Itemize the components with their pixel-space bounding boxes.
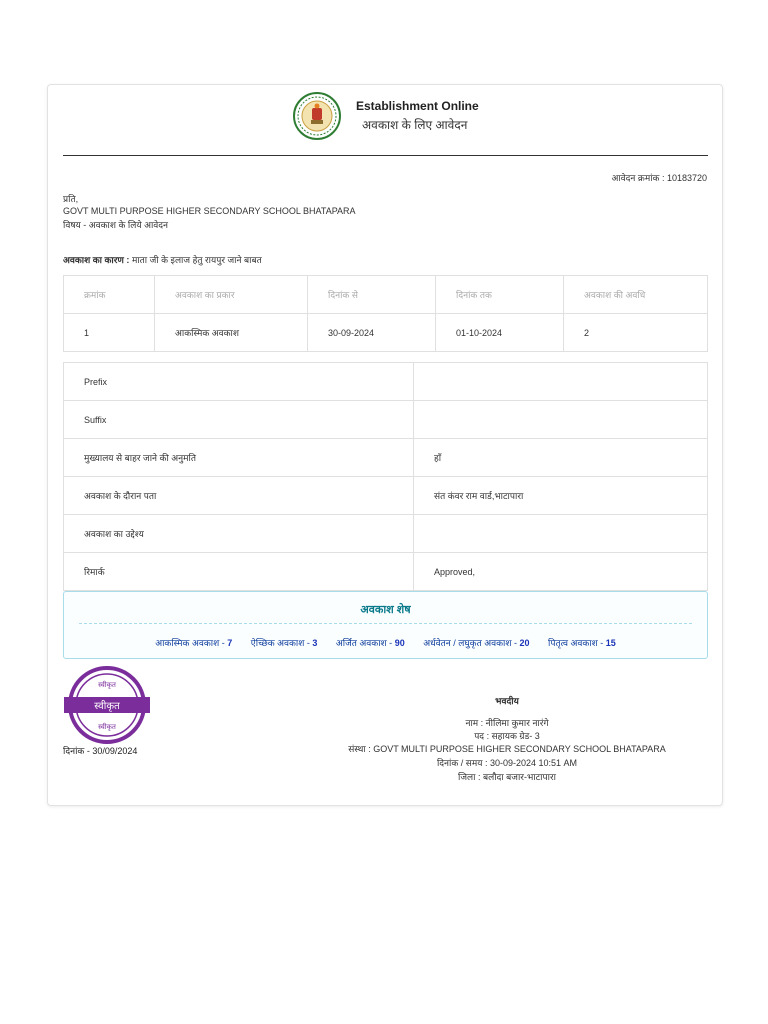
- state-emblem-logo: [293, 92, 341, 140]
- balance-item: [155, 638, 232, 648]
- balance-value: 90: [394, 638, 405, 648]
- signature-institution: संस्था : GOVT MULTI PURPOSE HIGHER SECONDARY SCHOOL BHATAPARA: [348, 744, 666, 754]
- table-row: [64, 477, 708, 515]
- detail-label: मुख्यालय से बाहर जाने की अनुमति: [64, 439, 414, 477]
- table-row: [64, 515, 708, 553]
- stamp-bottom-text: स्वीकृत: [98, 723, 116, 731]
- detail-label: अवकाश के दौरान पता: [64, 477, 414, 515]
- signature-closing: भवदीय: [495, 696, 519, 706]
- balance-value: 15: [605, 638, 616, 648]
- leave-balance-title: अवकाश शेष: [360, 604, 411, 616]
- balance-item: [336, 638, 405, 648]
- header-divider: [63, 155, 708, 156]
- detail-value: [414, 515, 708, 553]
- leave-table: [63, 275, 708, 352]
- col-date-from: दिनांक से: [308, 276, 436, 314]
- col-duration: अवकाश की अवधि: [564, 276, 708, 314]
- stamp-date: दिनांक - 30/09/2024: [63, 746, 138, 756]
- detail-value: संत कंवर राम वार्ड,भाटापारा: [414, 477, 708, 515]
- balance-item: [423, 638, 529, 648]
- table-row: [64, 314, 708, 352]
- cell-date-from: 30-09-2024: [308, 314, 436, 352]
- balance-item: [251, 638, 318, 648]
- detail-value: हाँ: [414, 439, 708, 477]
- col-serial: क्रमांक: [64, 276, 155, 314]
- balance-label: पितृत्व अवकाश -: [548, 638, 604, 648]
- leave-reason: [63, 253, 262, 266]
- detail-value: [414, 401, 708, 439]
- stamp-band-text: स्वीकृत: [94, 701, 120, 712]
- detail-value: Approved,: [414, 553, 708, 591]
- leave-table-header: [64, 276, 708, 314]
- detail-label: Prefix: [64, 363, 414, 401]
- col-date-to: दिनांक तक: [436, 276, 564, 314]
- leave-reason-text: माता जी के इलाज हेतु रायपुर जाने बाबत: [131, 255, 262, 265]
- detail-label: अवकाश का उद्देश्य: [64, 515, 414, 553]
- details-table: [63, 362, 708, 591]
- school-name: GOVT MULTI PURPOSE HIGHER SECONDARY SCHOOL BHATAPARA: [63, 206, 356, 216]
- signature-district: जिला : बलौदा बजार-भाटापारा: [458, 772, 556, 782]
- divider: [79, 623, 692, 624]
- detail-label: Suffix: [64, 401, 414, 439]
- letter-to: प्रति,: [63, 194, 79, 204]
- stamp-top-text: स्वीकृत: [98, 681, 116, 689]
- header: [48, 85, 722, 155]
- balance-item: [548, 638, 616, 648]
- signature-name: नाम : नीलिमा कुमार नारंगे: [465, 718, 549, 728]
- col-leave-type: अवकाश का प्रकार: [155, 276, 308, 314]
- detail-label: रिमार्क: [64, 553, 414, 591]
- table-row: [64, 439, 708, 477]
- signature-datetime: दिनांक / समय : 30-09-2024 10:51 AM: [436, 758, 578, 768]
- balance-label: अर्जित अवकाश -: [335, 638, 393, 648]
- leave-reason-label: अवकाश का कारण :: [63, 255, 130, 265]
- approved-stamp: [64, 665, 150, 745]
- table-row: [64, 401, 708, 439]
- cell-serial: 1: [64, 314, 155, 352]
- signature-post: पद : सहायक ग्रेड- 3: [474, 731, 540, 741]
- cell-leave-type: आकस्मिक अवकाश: [155, 314, 308, 352]
- balance-value: 20: [519, 638, 530, 648]
- app-title: Establishment Online: [356, 99, 479, 113]
- balance-value: 7: [227, 638, 233, 648]
- balance-label: ऐच्छिक अवकाश -: [250, 638, 310, 648]
- cell-date-to: 01-10-2024: [436, 314, 564, 352]
- balance-label: अर्धवेतन / लघुकृत अवकाश -: [423, 638, 517, 648]
- leave-balance-list: [64, 636, 707, 649]
- application-number: आवेदन क्रमांक : 10183720: [611, 173, 707, 183]
- page-subtitle: अवकाश के लिए आवेदन: [362, 118, 468, 132]
- letter-subject: विषय - अवकाश के लिये आवेदन: [63, 220, 169, 230]
- cell-duration: 2: [564, 314, 708, 352]
- balance-value: 3: [312, 638, 318, 648]
- table-row: [64, 363, 708, 401]
- detail-value: [414, 363, 708, 401]
- balance-label: आकस्मिक अवकाश -: [155, 638, 225, 648]
- application-card: [47, 84, 723, 806]
- table-row: [64, 553, 708, 591]
- leave-balance-panel: [63, 591, 708, 659]
